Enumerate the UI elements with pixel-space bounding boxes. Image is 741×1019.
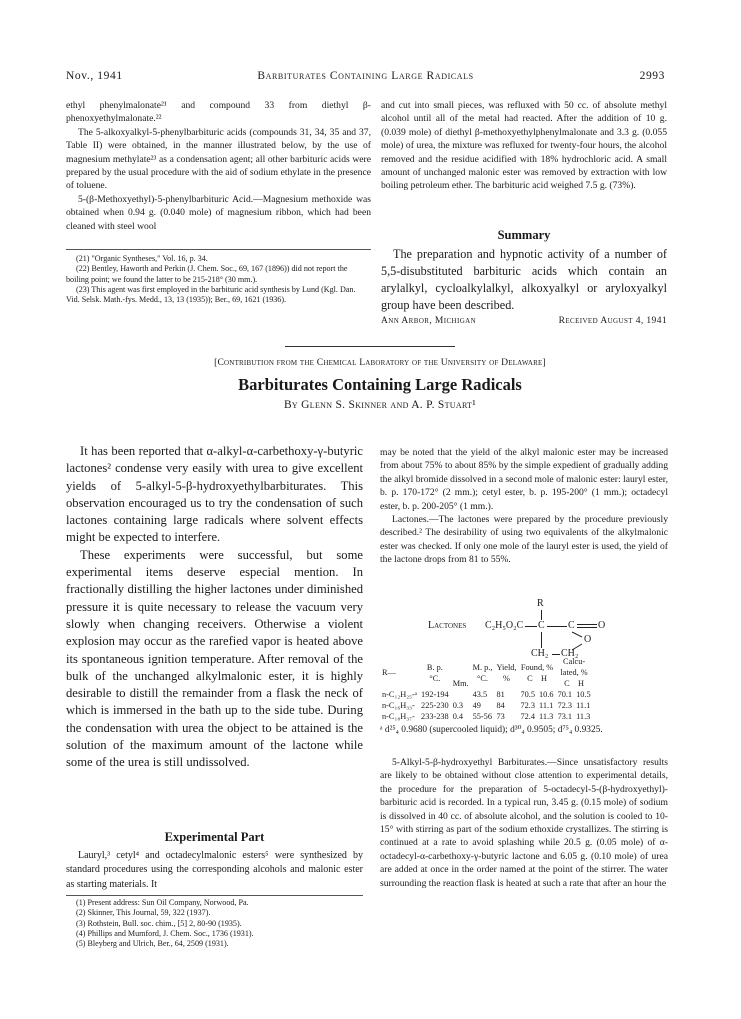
paragraph: The 5-alkoxyalkyl-5-phenylbarbituric acids (compounds 31, 34, 35 and 37, Table II) were obtained, in the manner illustrated below, by the use of magnesium methylate²³ as a condensation agent; all other barbituric acids were prepared by the usual procedure with the aid of sodium ethylate in the presence of toluene. bbox=[66, 126, 371, 192]
table-cell: 11.1 bbox=[576, 701, 591, 710]
table-cell: 10.6 bbox=[539, 690, 554, 699]
footnote: (1) Present address: Sun Oil Company, Norwood, Pa. bbox=[76, 898, 249, 907]
table-cell: n-C₁₂H₂₅-ᵃ bbox=[382, 690, 418, 699]
table-cell: 11.3 bbox=[539, 712, 554, 721]
footnote: (23) This agent was first employed in the barbituric acid synthesis by Lund (Kgl. Dan. Vid. Selsk. Math.-fys. Medd., 13, 13 (1935)); Ber., 69, 1621 (1936). bbox=[66, 284, 356, 305]
paragraph: These experiments were successful, but some experimental items deserve especial mention. In fractionally distilling the higher lactones under diminished pressure it is quite necessary to release the vacuum very slowly when changing receivers. Otherwise a violent explosion may occur as the rarefied vapor is heated above its spontaneous ignition temperature. After removal of the bulk of the unchanged alkylmalonic ester, it is highly desirable to distill the remainder from a flask the neck of which is immersed in the bath up to the side tube. During the condensation with urea the object to be attained is the solution of the maximum amount of the lactone while some of the urea is still undissolved. bbox=[66, 547, 363, 770]
table-cell: 0.3 bbox=[452, 701, 464, 710]
table-row bbox=[380, 711, 593, 722]
structure-ch2-b: CH₂ bbox=[561, 648, 579, 659]
lactone-table bbox=[380, 656, 593, 722]
table-header: B. p. °C. bbox=[426, 662, 443, 683]
table-header: R— bbox=[382, 668, 396, 677]
address: Ann Arbor, Michigan bbox=[381, 316, 477, 326]
bottom-right-upper bbox=[380, 446, 668, 567]
table-cell: 72.3 bbox=[557, 701, 573, 710]
bond-line bbox=[541, 610, 542, 620]
contribution-line: [Contribution from the Chemical Laboratory of the University of Delaware] bbox=[214, 357, 546, 368]
address-line bbox=[381, 316, 667, 330]
table-header: Mm. bbox=[452, 679, 469, 688]
running-head-date: Nov., 1941 bbox=[66, 70, 123, 82]
structure-o2: O bbox=[584, 634, 592, 645]
table-cell: 10.5 bbox=[576, 690, 591, 699]
summary-text-block bbox=[381, 246, 667, 314]
table-cell: 72.4 bbox=[520, 712, 536, 721]
article-title: Barbiturates Containing Large Radicals bbox=[238, 375, 522, 394]
table-cell: 72.3 bbox=[520, 701, 536, 710]
table-header: Calcu- lated, % C H bbox=[560, 657, 588, 688]
structure-formula: C₂H₅O₂C bbox=[485, 620, 524, 631]
bond-line bbox=[552, 654, 560, 655]
bottom-right-lower bbox=[380, 756, 668, 890]
paragraph: may be noted that the yield of the alkyl malonic ester may be increased from about 75% to about 85% by the simple expedient of gradually adding the alkyl bromide dissolved in a second mole of malonic ester: lauryl ester, b. p. 170-172° (2 mm.); cetyl ester, b. p. 195-200° (1 mm.); octadecyl ester, b. p. 200-205° (1 mm.). bbox=[380, 447, 668, 512]
table-cell: 192-194 bbox=[421, 690, 449, 699]
paragraph: and cut into small pieces, was refluxed with 50 cc. of absolute methyl alcohol until all of the metal had reacted. After the addition of 10 g. (0.039 mole) of diethyl β-methoxyethylphenylmalonate and 3.3 g. (0.055 mole) of urea, the mixture was refluxed for twenty-four hours, the alcohol removed and the residue acidified with 18% hydrochloric acid. A small amount of unchanged malonic ester was removed by extraction with low boiling petroleum ether. The barbituric acid weighed 7.5 g. (73%). bbox=[381, 100, 667, 192]
table-cell: 81 bbox=[496, 690, 505, 699]
structure-r: R bbox=[537, 598, 544, 609]
table-cell: 73 bbox=[496, 712, 505, 721]
paragraph: ethyl phenylmalonate²¹ and compound 33 from diethyl β-phenoxyethylmalonate.²² bbox=[66, 100, 371, 125]
paragraph: Lactones.—The lactones were prepared by the procedure previously described.² The desirability of using two equivalents of the alkylmalonic ester was checked. If only one mole of the lauryl ester is used, the yield of the lactone drops from 81 to 55%. bbox=[380, 514, 668, 566]
article-divider bbox=[285, 346, 455, 347]
top-right-column bbox=[381, 99, 667, 193]
running-head bbox=[66, 70, 665, 86]
running-head-title: Barbiturates Containing Large Radicals bbox=[257, 70, 474, 82]
table-cell: 70.1 bbox=[557, 690, 573, 699]
structure-c1: C bbox=[538, 620, 545, 631]
table-header: M. p., °C. bbox=[472, 662, 493, 683]
paragraph: 5-(β-Methoxyethyl)-5-phenylbarbituric Acid.—Magnesium methoxide was obtained when 0.94 g. (0.040 mole) of magnesium ribbon, which had been cleaned with steel wool bbox=[66, 193, 371, 232]
table-cell: 55-56 bbox=[472, 712, 492, 721]
structure-c2: C bbox=[568, 620, 575, 631]
table-cell: 84 bbox=[496, 701, 505, 710]
table-cell: 233-238 bbox=[421, 712, 449, 721]
structure-o1: O bbox=[598, 620, 606, 631]
footnote: (3) Rothstein, Bull. soc. chim., [5] 2, 80-90 (1935). bbox=[76, 918, 242, 928]
table-cell: 49 bbox=[472, 701, 481, 710]
table-cell bbox=[451, 689, 471, 700]
table-row bbox=[380, 700, 593, 711]
footnote: (4) Phillips and Mumford, J. Chem. Soc., 1736 (1931). bbox=[76, 928, 254, 938]
footnote-rule bbox=[66, 249, 371, 250]
footnote: (21) "Organic Syntheses," Vol. 16, p. 34. bbox=[76, 254, 208, 263]
table-footnote: ᵃ d²⁵₄ 0.9680 (supercooled liquid); d³⁰₄ 0.9505; d⁷⁵₄ 0.9325. bbox=[380, 725, 603, 735]
bond-line bbox=[541, 632, 542, 648]
experimental-paragraph-block bbox=[66, 849, 363, 892]
footnote: (2) Skinner, This Journal, 59, 322 (1937). bbox=[76, 908, 211, 918]
table-cell: 73.1 bbox=[557, 712, 573, 721]
bond-line bbox=[525, 626, 537, 627]
bottom-left-column bbox=[66, 443, 363, 772]
table-cell: 0.4 bbox=[452, 712, 464, 721]
table-cell: 11.1 bbox=[539, 701, 554, 710]
table-cell: 11.3 bbox=[576, 712, 591, 721]
page-number: 2993 bbox=[639, 70, 665, 82]
footnote: (5) Bleyberg and Ulrich, Ber., 64, 2509 (1931). bbox=[76, 939, 229, 949]
paragraph: Lauryl,³ cetyl⁴ and octadecylmalonic esters⁵ were synthesized by standard procedures using the corresponding alcohols and malonic ester as starting materials. It bbox=[66, 850, 363, 890]
double-bond bbox=[577, 624, 597, 628]
article-authors: By Glenn S. Skinner and A. P. Stuart¹ bbox=[283, 399, 477, 411]
footnote-rule bbox=[66, 895, 363, 896]
table-cell: n-C₁₈H₃₇- bbox=[382, 712, 415, 721]
structure-label: Lactones bbox=[428, 620, 467, 631]
table-cell: 43.5 bbox=[472, 690, 488, 699]
table-cell: 225-230 bbox=[421, 701, 449, 710]
structure-ch2-a: CH₂ bbox=[531, 648, 549, 659]
experimental-heading: Experimental Part bbox=[164, 830, 265, 844]
top-left-footnotes bbox=[66, 254, 371, 305]
table-cell: 70.5 bbox=[520, 690, 536, 699]
received-date: Received August 4, 1941 bbox=[558, 316, 667, 326]
footnote: (22) Bentley, Haworth and Perkin (J. Chem. Soc., 69, 167 (1896)) did not report the boiling point; we found the latter to be 215-218° (30 mm.). bbox=[66, 264, 348, 284]
bond-line bbox=[547, 626, 567, 627]
summary-heading: Summary bbox=[497, 228, 551, 242]
bottom-left-footnotes bbox=[66, 898, 363, 949]
summary-text: The preparation and hypnotic activity of a number of 5,5-disubstituted barbituric acids which contain an arylalkyl, cycloalkylalkyl, alkoxyalkyl or aryloxyalkyl group have been described. bbox=[381, 247, 667, 312]
top-left-column bbox=[66, 99, 371, 233]
lactone-table-block bbox=[380, 656, 668, 737]
table-header: Found, % C H bbox=[520, 662, 554, 683]
table-row bbox=[380, 689, 593, 700]
table-header: Yield, % bbox=[496, 662, 517, 683]
table-cell: n-C₁₆H₃₃- bbox=[382, 701, 415, 710]
lactone-structure bbox=[380, 598, 668, 658]
paragraph: It has been reported that α-alkyl-α-carbethoxy-γ-butyric lactones² condense very easily with urea to give excellent yields of 5-alkyl-5-β-hydroxyethylbarbiturates. This observation encouraged us to try the condensation of such lactones containing large radicals where solvent effects might be expected to interfere. bbox=[66, 444, 363, 545]
paragraph: 5-Alkyl-5-β-hydroxyethyl Barbiturates.—Since unsatisfactory results are likely to be obtained without close attention to experimental details, the procedure for the preparation of 5-octadecyl-5-(β-hydroxyethyl)-barbituric acid is recorded. In a typical run, 3.45 g. (0.15 mole) of sodium is dissolved in 40 cc. of absolute alcohol, and the solution is cooled to 10-15° with stirring as part of the sodium ethoxide crystallizes. The stirring is continued at a rate to avoid splashing while 20.5 g. (0.05 mole) of α-octadecyl-α-carbethoxy-γ-butyric lactone and 6.05 g. (0.10 mole) of urea are added at once in the order named at the point of the stirrer. The water surrounding the reaction flask is heated at such a rate that after an hour the bbox=[380, 757, 668, 889]
